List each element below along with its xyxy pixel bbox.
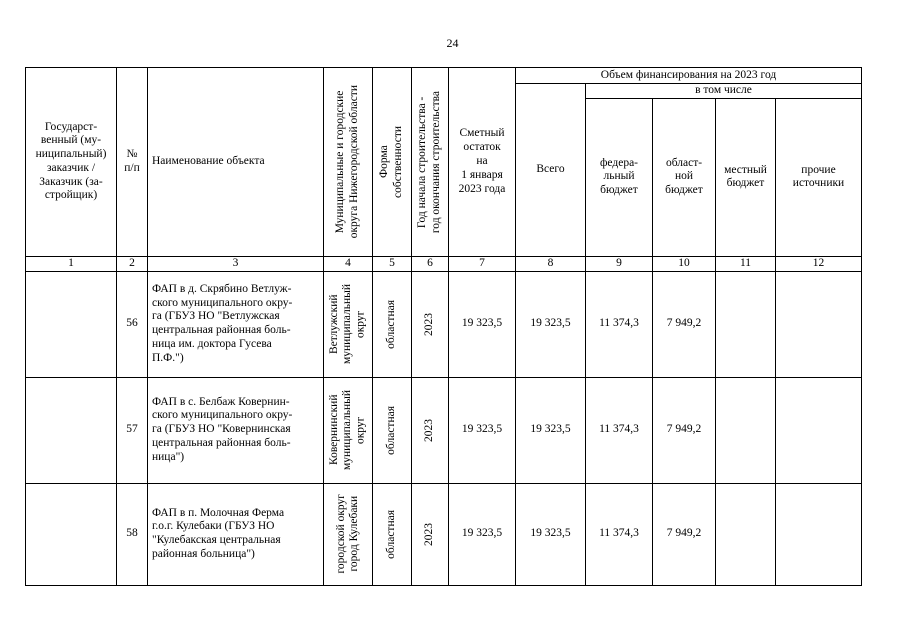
row-year-cell [412,483,449,585]
row-customer [26,483,117,585]
row-local [716,271,776,377]
column-numbers-row [26,256,862,271]
row-ownership: областная [385,509,398,559]
column-number: 4 [324,256,373,271]
row-municipality: городской округ город Кулебаки [334,494,360,574]
header-local: местный бюджет [716,98,776,256]
row-ownership-cell [373,377,412,483]
row-estimate: 19 323,5 [449,483,516,585]
table-row [26,377,862,483]
row-federal: 11 374,3 [586,271,653,377]
header-other: прочие источники [776,98,862,256]
column-number: 8 [516,256,586,271]
column-number: 6 [412,256,449,271]
row-customer [26,271,117,377]
header-object-name: Наименование объекта [148,68,324,257]
header-customer: Государст- венный (му- ниципальный) заказчик / Заказчик (за- стройщик) [26,68,117,257]
row-other [776,377,862,483]
column-number: 3 [148,256,324,271]
header-years: Год начала строительства - год окончания строительства [416,90,442,233]
header-municipality-cell [324,68,373,257]
header-federal: федера- льный бюджет [586,98,653,256]
row-regional: 7 949,2 [653,271,716,377]
row-estimate: 19 323,5 [449,377,516,483]
row-year: 2023 [423,312,436,336]
row-municipality-cell [324,377,373,483]
row-object-name: ФАП в п. Молочная Ферма г.о.г. Кулебаки (ГБУЗ НО "Кулебакская центральная районная больница") [148,483,324,585]
row-other [776,483,862,585]
header-ownership: Форма собственности [378,125,404,198]
page-number: 24 [446,36,459,50]
row-local [716,377,776,483]
row-regional: 7 949,2 [653,483,716,585]
table-row [26,483,862,585]
row-object-name: ФАП в с. Белбаж Ковернин- ского муниципального окру- га (ГБУЗ НО "Ковернинская центральная районная боль- ница") [148,377,324,483]
row-local [716,483,776,585]
header-including: в том числе [586,84,862,99]
header-regional: област- ной бюджет [653,98,716,256]
header-ownership-cell [373,68,412,257]
header-years-cell [412,68,449,257]
column-number: 10 [653,256,716,271]
row-municipality: Ковернинский муниципальный округ [328,390,367,471]
row-customer [26,377,117,483]
row-num: 57 [117,377,148,483]
row-ownership-cell [373,483,412,585]
column-number: 12 [776,256,862,271]
header-estimate: Сметный остаток на 1 января 2023 года [449,68,516,257]
row-estimate: 19 323,5 [449,271,516,377]
financing-table [25,67,862,586]
column-number: 11 [716,256,776,271]
header-municipality: Муниципальные и городские округа Нижегородской области [334,85,360,239]
row-municipality: Ветлужский муниципальный округ [328,284,367,365]
row-total: 19 323,5 [516,483,586,585]
column-number: 9 [586,256,653,271]
header-num: № п/п [117,68,148,257]
row-federal: 11 374,3 [586,483,653,585]
row-regional: 7 949,2 [653,377,716,483]
header-total: Всего [516,84,586,257]
row-num: 58 [117,483,148,585]
row-ownership: областная [385,299,398,349]
row-municipality-cell [324,483,373,585]
row-federal: 11 374,3 [586,377,653,483]
row-year: 2023 [423,418,436,442]
table-row [26,271,862,377]
row-object-name: ФАП в д. Скрябино Ветлуж- ского муниципального окру- га (ГБУЗ НО "Ветлужская центральная районная боль- ница им. доктора Гусева П.Ф.") [148,271,324,377]
row-year-cell [412,271,449,377]
header-financing: Объем финансирования на 2023 год [516,68,862,84]
column-number: 5 [373,256,412,271]
row-municipality-cell [324,271,373,377]
column-number: 2 [117,256,148,271]
row-year: 2023 [423,522,436,546]
column-number: 7 [449,256,516,271]
row-total: 19 323,5 [516,271,586,377]
row-ownership-cell [373,271,412,377]
row-total: 19 323,5 [516,377,586,483]
row-other [776,271,862,377]
row-year-cell [412,377,449,483]
row-num: 56 [117,271,148,377]
row-ownership: областная [385,405,398,455]
column-number: 1 [26,256,117,271]
